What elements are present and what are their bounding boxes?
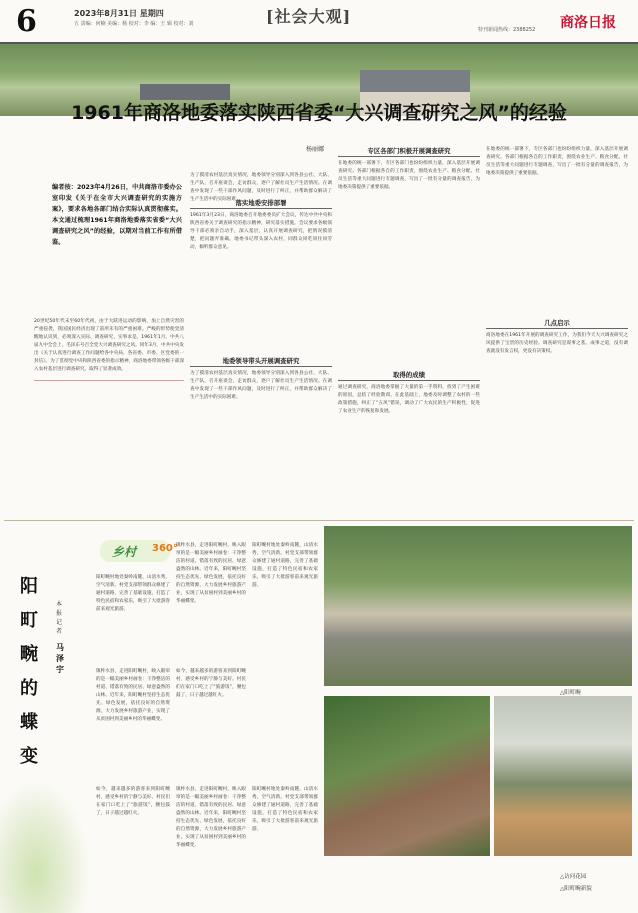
newspaper-logo: 商洛日报 (560, 15, 616, 31)
editor-note: 编者按：2023年4月26日，中共商洛市委办公室印发《关于在全市大兴调查研究的实施方案》，要求各地各部门结合实际认真贯彻落实。本文通过梳理1961年商洛地委落实省委“大兴调查研究之风”的经验，以期对当前工作有所借鉴。 (52, 184, 182, 246)
article-column: 商洛地委在1961年开展的调查研究工作，为我们今天大兴调查研究之风提供了宝贵的历史经验。调查研究是谋事之基、成事之道，没有调查就没有发言权，更没有决策权。 (486, 333, 628, 354)
subheading: 落实地委安排部署 (235, 199, 287, 207)
article-column: 20世纪50年代末至60年代初，由于大跃进运动的影响，加上自然灾害的严重侵袭，我国国民经济出现了前所未有的严重困难。严峻的形势使党清醒地认识到，必须深入实际、调查研究、实事求是。1961年1月，中共八届九中全会上，毛泽东号召全党大兴调查研究之风。同年3月，中共中央发出《关于认真进行调查工作问题给各中央局，各省委、市委、区党委的一封信》。为了贯彻党中央和陕西省委的指示精神，商洛地委带领各级干部深入农村基层进行调查研究，取得了显著成效。 (34, 319, 184, 372)
feature-author-label: 本报记者 (56, 601, 63, 635)
article-column: 为了摸清农村基层真实情况，地委领导分别深入到各县公社、大队、生产队，召开座谈会，走访群众，逐户了解社员生产生活情况。在调查中发现了一些干部作风问题，及时进行了纠正，并帮助群众解决了生产生活中的实际困难。 (190, 371, 332, 400)
feature-title: 阳町畹的蝶变 (20, 576, 38, 767)
photo-caption: △阳町畹新貌 (560, 886, 592, 892)
feature-column: 镇柞水县，走进阳町畹村，映入眼帘的是一幅美丽乡村画卷：干净整洁的村道、错落有致的民居、绿意盎然的山林。近年来，阳町畹村坚持生态优先、绿色发展，依托良好的自然资源，大力发展乡村旅游产业，实现了从贫困村到美丽乡村的华丽蝶变。 (96, 669, 170, 722)
column-logo-number: 360° (152, 543, 178, 554)
article-byline: 杨丽娜 (306, 146, 325, 153)
subheading: 取得的成绩 (393, 371, 425, 379)
feature-column: 阳町畹村地处秦岭南麓，山清水秀，空气清新。村党支部带领群众修建了通村道路，完善了基础设施，打造了特色民宿和农家乐，吸引了大批游客前来观光旅游。 (252, 543, 318, 588)
page-number: 6 (16, 4, 37, 39)
photo-caption: △阳町畹 (560, 690, 581, 696)
article-column: 1961年3月23日，商洛地委召开地委委员扩大会议，传达中共中央和陕西省委关于调查研究的指示精神，研究落实措施。会议要求各级领导干部必须亲自动手，深入基层，认真开展调查研究，把情况摸清楚，把问题弄准确。地委书记带头深入农村，同群众同吃同住同劳动，倾听群众意见。 (190, 213, 332, 250)
section-tag: [社会大观] (266, 7, 352, 26)
column-logo (100, 540, 178, 562)
article-title: 1961年商洛地委落实陕西省委“大兴调查研究之风”的经验 (71, 102, 567, 124)
feature-column: 阳町畹村地处秦岭南麓，山清水秀，空气清新。村党支部带领群众修建了通村道路，完善了基础设施，打造了特色民宿和农家乐，吸引了大批游客前来观光旅游。 (252, 787, 318, 832)
feature-column: 镇柞水县，走进阳町畹村，映入眼帘的是一幅美丽乡村画卷：干净整洁的村道、错落有致的民居、绿意盎然的山林。近年来，阳町畹村坚持生态优先、绿色发展，依托良好的自然资源，大力发展乡村旅游产业，实现了从贫困村到美丽乡村的华丽蝶变。 (176, 787, 246, 848)
divider (338, 380, 480, 381)
village-photo (324, 526, 632, 686)
divider (190, 208, 332, 209)
subheading: 地委领导带头开展调查研究 (222, 357, 300, 365)
article-column: 在地委的统一部署下，专区各部门也纷纷组织力量，深入基层开展调查研究。各部门根据各自的工作职责，围绕农业生产、粮食分配、社员生活等重大问题进行专题调查，写出了一批有分量的调查报告，为地委决策提供了重要依据。 (338, 161, 480, 190)
article-column: 通过调查研究，商洛地委掌握了大量的第一手资料，找到了产生困难的原因，总结了经验教训。在此基础上，地委及时调整了农村的一些政策措施，纠正了“五风”错误，调动了广大农民的生产积极性，促进了农业生产的恢复和发展。 (338, 385, 480, 414)
article-column: 为了摸清农村基层真实情况，地委领导分别深入到各县公社、大队、生产队，召开座谈会，走访群众，逐户了解社员生产生活情况。在调查中发现了一些干部作风问题，及时进行了纠正，并帮助群众解决了生产生活中的实际困难。 (190, 173, 332, 202)
village-new-look-photo (494, 696, 632, 856)
feature-column: 镇柞水县，走进阳町畹村，映入眼帘的是一幅美丽乡村画卷：干净整洁的村道、错落有致的民居、绿意盎然的山林。近年来，阳町畹村坚持生态优先、绿色发展，依托良好的自然资源，大力发展乡村旅游产业，实现了从贫困村到美丽乡村的华丽蝶变。 (176, 543, 246, 604)
article-column: 在地委的统一部署下，专区各部门也纷纷组织力量，深入基层开展调查研究。各部门根据各自的工作职责，围绕农业生产、粮食分配、社员生活等重大问题进行专题调查，写出了一批有分量的调查报告，为地委决策提供了重要依据。 (486, 147, 628, 176)
page-header (0, 0, 638, 42)
photo-caption: △访问花园 (560, 874, 587, 880)
feature-column: 如今，越来越多的游客来到阳町畹村，感受乡村的宁静与美好。村民们在家门口吃上了“旅游饭”，腰包鼓了，日子越过越红火。 (96, 787, 170, 816)
hotline: 特刊新闻热线：2388252 (478, 27, 536, 33)
garden-path-photo (324, 696, 490, 856)
feature-author-name: 马泽宇 (56, 643, 64, 674)
divider (486, 328, 628, 329)
building-roof-shape (360, 70, 470, 92)
subheading: 几点启示 (544, 319, 570, 327)
staff-line: 五 责编：何楠 美编：杨 校对：李 编：王 辑 校对：刘 (74, 21, 194, 27)
leaf-decoration (0, 780, 90, 913)
date-line: 2023年8月31日 星期四 (74, 9, 164, 18)
feature-column: 阳町畹村地处秦岭南麓，山清水秀，空气清新。村党支部带领群众修建了通村道路，完善了基础设施，打造了特色民宿和农家乐，吸引了大批游客前来观光旅游。 (96, 575, 170, 612)
feature-column: 如今，越来越多的游客来到阳町畹村，感受乡村的宁静与美好。村民们在家门口吃上了“旅游饭”，腰包鼓了，日子越过越红火。 (176, 669, 246, 698)
subheading: 专区各部门积极开展调查研究 (367, 147, 451, 155)
section-divider (4, 520, 634, 521)
divider (338, 156, 480, 157)
divider (190, 366, 332, 367)
column-logo-text: 乡村 (112, 545, 137, 559)
